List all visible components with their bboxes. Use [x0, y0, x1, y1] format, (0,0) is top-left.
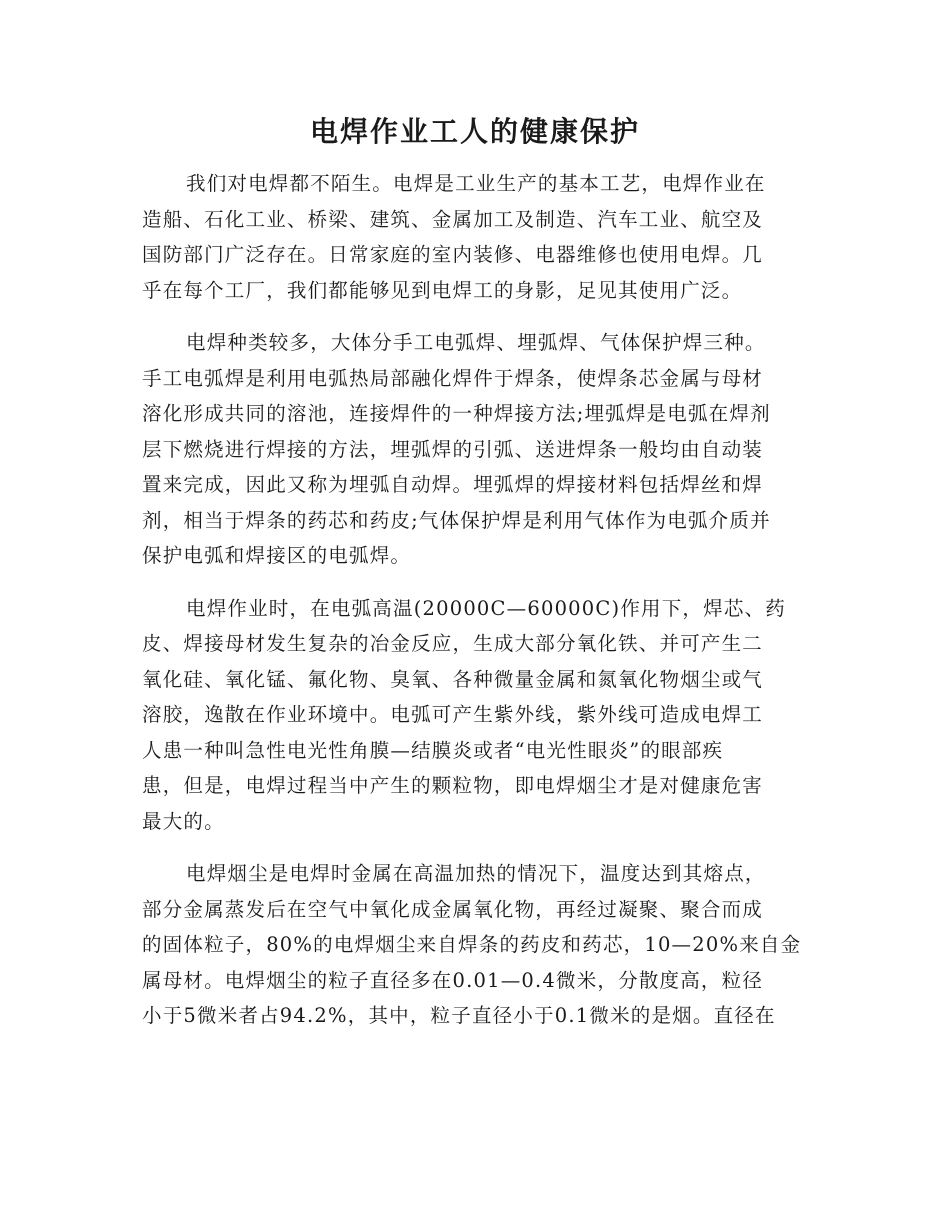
paragraph-line: 乎在每个工厂，我们都能够见到电焊工的身影，足见其使用广泛。 — [142, 278, 743, 302]
paragraph-line: 部分金属蒸发后在空气中氧化成金属氧化物，再经过凝聚、聚合而成 — [142, 897, 764, 921]
paragraph-2 — [142, 325, 802, 574]
paragraph-line: 置来完成，因此又称为埋弧自动焊。埋弧焊的焊接材料包括焊丝和焊 — [142, 473, 764, 496]
paragraph-line: 氧化硅、氧化锰、氟化物、臭氧、各种微量金属和氮氧化物烟尘或气 — [142, 667, 764, 691]
paragraph-line: 电焊作业时，在电弧高温(20000C—60000C)作用下，焊芯、药 — [186, 596, 786, 620]
paragraph-line: 小于5微米者占94.2%，其中，粒子直径小于0.1微米的是烟。直径在 — [142, 1004, 776, 1027]
paragraph-line: 我们对电焊都不陌生。电焊是工业生产的基本工艺，电焊作业在 — [186, 172, 766, 195]
paragraph-line: 患，但是，电焊过程当中产生的颗粒物，即电焊烟尘才是对健康危害 — [142, 774, 764, 797]
paragraph-line: 国防部门广泛存在。日常家庭的室内装修、电器维修也使用电焊。几 — [142, 243, 764, 266]
paragraph-line: 电焊种类较多，大体分手工电弧焊、埋弧焊、气体保护焊三种。 — [186, 331, 766, 354]
paragraph-line: 人患一种叫急性电光性角膜—结膜炎或者“电光性眼炎”的眼部疾 — [142, 738, 724, 762]
paragraph-1 — [142, 166, 802, 308]
paragraph-line: 溶胶，逸散在作业环境中。电弧可产生紫外线，紫外线可造成电焊工 — [142, 703, 764, 726]
document-body — [142, 166, 802, 1051]
paragraph-line: 最大的。 — [142, 809, 225, 833]
paragraph-line: 造船、石化工业、桥梁、建筑、金属加工及制造、汽车工业、航空及 — [142, 207, 764, 231]
paragraph-line: 层下燃烧进行焊接的方法，埋弧焊的引弧、送进焊条一般均由自动装 — [142, 437, 764, 461]
paragraph-line: 的固体粒子，80%的电焊烟尘来自焊条的药皮和药芯，10—20%来自金 — [142, 933, 802, 956]
document-title: 电焊作业工人的健康保护 — [309, 115, 640, 148]
paragraph-3 — [142, 591, 802, 840]
paragraph-line: 属母材。电焊烟尘的粒子直径多在0.01—0.4微米，分散度高，粒径 — [142, 968, 764, 992]
paragraph-line: 皮、焊接母材发生复杂的冶金反应，生成大部分氧化铁、并可产生二 — [142, 632, 764, 655]
paragraph-line: 剂，相当于焊条的药芯和药皮;气体保护焊是利用气体作为电弧介质并 — [142, 508, 771, 532]
paragraph-line: 保护电弧和焊接区的电弧焊。 — [142, 544, 412, 567]
paragraph-line: 手工电弧焊是利用电弧热局部融化焊件于焊条，使焊条芯金属与母材 — [142, 366, 764, 390]
paragraph-4 — [142, 856, 802, 1034]
paragraph-line: 溶化形成共同的溶池，连接焊件的一种焊接方法;埋弧焊是电弧在焊剂 — [142, 402, 771, 425]
paragraph-line: 电焊烟尘是电焊时金属在高温加热的情况下，温度达到其熔点， — [186, 862, 766, 885]
